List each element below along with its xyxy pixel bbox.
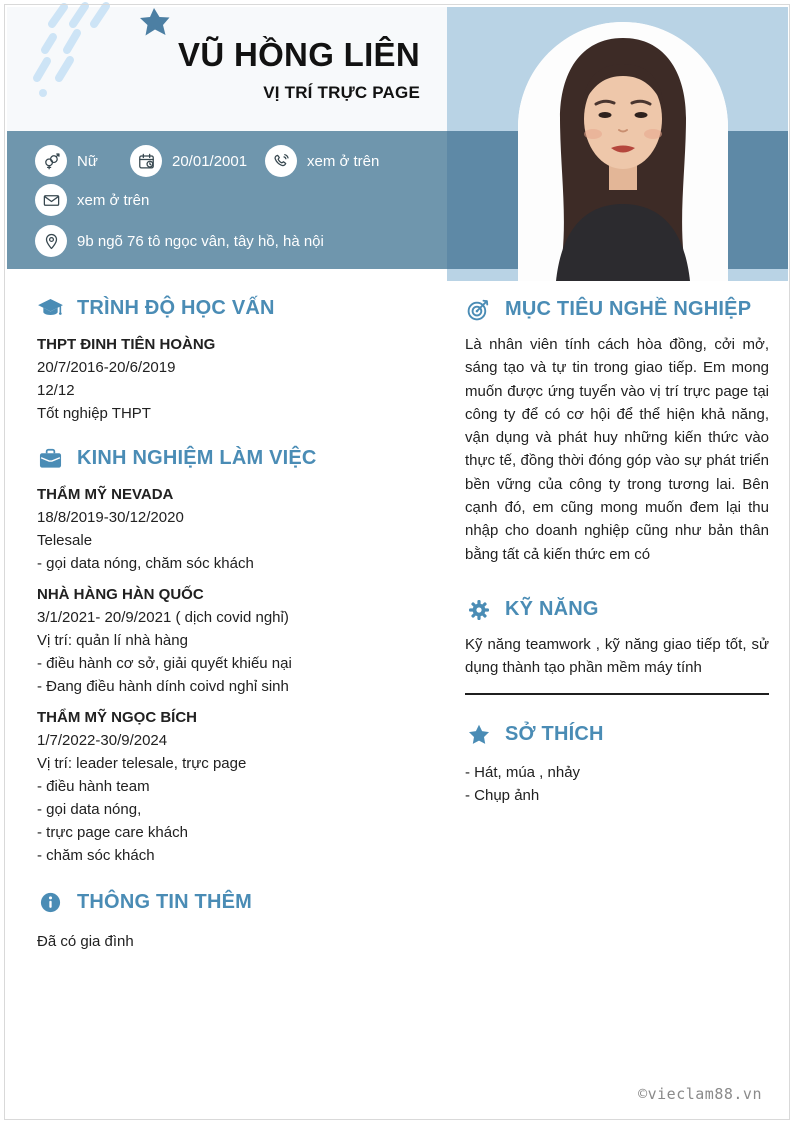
contact-dob: [130, 145, 247, 177]
address-value: 9b ngõ 76 tô ngọc vân, tây hồ, hà nội: [77, 232, 324, 250]
gender-icon: [35, 145, 67, 177]
section-objective-title: MỤC TIÊU NGHỀ NGHIỆP: [505, 298, 752, 320]
candidate-name: VŨ HỒNG LIÊN: [178, 36, 420, 73]
experience-line: - gọi data nóng, chăm sóc khách: [37, 555, 254, 572]
watermark-credit: ©vieclam88.vn: [638, 1085, 762, 1103]
experience-line: Telesale: [37, 532, 93, 549]
mail-icon: [35, 184, 67, 216]
experience-line: - gọi data nóng,: [37, 801, 142, 818]
experience-entry: [37, 706, 422, 867]
education-grade: 12/12: [37, 382, 75, 399]
target-icon: [465, 297, 492, 322]
experience-line: Vị trí: leader telesale, trực page: [37, 755, 247, 772]
info-icon: [37, 891, 64, 914]
contact-email: [35, 184, 149, 216]
company-name: NHÀ HÀNG HÀN QUỐC: [37, 586, 204, 603]
email-value: xem ở trên: [77, 191, 150, 209]
star-decoration: [140, 8, 170, 36]
profile-photo: [518, 22, 728, 281]
contact-address: [35, 225, 324, 257]
section-education-title: TRÌNH ĐỘ HỌC VẤN: [77, 297, 275, 319]
experience-line: - chăm sóc khách: [37, 847, 155, 864]
experience-line: Vị trí: quản lí nhà hàng: [37, 632, 188, 649]
hobby-line: - Hát, múa , nhảy: [465, 763, 581, 781]
star-icon: [465, 723, 492, 747]
school-name: THPT ĐINH TIÊN HOÀNG: [37, 336, 216, 353]
section-skills-header: [465, 598, 769, 622]
experience-line: 3/1/2021- 20/9/2021 ( dịch covid nghỉ): [37, 609, 289, 626]
experience-line: 1/7/2022-30/9/2024: [37, 732, 168, 749]
hobby-line: - Chụp ảnh: [465, 786, 540, 804]
skills-paragraph: Kỹ năng teamwork , kỹ năng giao tiếp tốt, sử dụng thành tạo phần mềm máy tính: [465, 635, 769, 677]
education-result: Tốt nghiệp THPT: [37, 405, 151, 422]
dot-decoration: [39, 89, 47, 97]
location-icon: [35, 225, 67, 257]
education-entry: [37, 333, 422, 425]
rain-dashes-decoration: [37, 6, 106, 78]
dob-value: 20/01/2001: [172, 152, 248, 170]
experience-line: 18/8/2019-30/12/2020: [37, 509, 184, 526]
experience-line: - điều hành team: [37, 778, 150, 795]
left-column: [37, 297, 422, 953]
experience-line: - Đang điều hành dính coivd nghỉ sinh: [37, 678, 289, 695]
experience-entry: [37, 583, 422, 698]
additional-info-line: Đã có gia đình: [37, 933, 134, 950]
objective-paragraph: Là nhân viên tính cách hòa đồng, cởi mở, sáng tạo và tự tin trong giao tiếp. Em mong muốn được ứng tuyển vào vị trí trực page tại công ty để có cơ hội để thể hiện khả năng, vận dụng và phát huy những kiến thức vào thực tế, đồng thời đóng góp vào sự phát triển bền vững của công ty trong tương lai. Bên cạnh đó, em cũng mong muốn đem lại thu nhập cho doanh nghiệp cũng như bản thân bằng tất cả kiến thức em có: [465, 336, 769, 563]
education-dates: 20/7/2016-20/6/2019: [37, 359, 176, 376]
company-name: THẨM MỸ NGỌC BÍCH: [37, 709, 197, 726]
section-hobbies-header: [465, 723, 769, 747]
phone-icon: [265, 145, 297, 177]
portrait-illustration: [518, 22, 728, 281]
experience-entry: [37, 483, 422, 575]
section-additional-header: [37, 891, 422, 914]
contact-phone: [265, 145, 379, 177]
skills-divider: [465, 693, 769, 695]
company-name: THẨM MỸ NEVADA: [37, 486, 174, 503]
gear-icon: [465, 598, 492, 622]
gender-value: Nữ: [77, 152, 98, 170]
section-education-header: [37, 297, 422, 320]
experience-line: - điều hành cơ sở, giải quyết khiếu nại: [37, 655, 292, 672]
section-objective-header: [465, 297, 769, 322]
section-additional-title: THÔNG TIN THÊM: [77, 891, 253, 913]
phone-value: xem ở trên: [307, 152, 380, 170]
briefcase-icon: [37, 447, 64, 470]
job-title: VỊ TRÍ TRỰC PAGE: [263, 83, 420, 102]
contact-gender: [35, 145, 98, 177]
section-skills-title: KỸ NĂNG: [505, 598, 599, 621]
calendar-icon: [130, 145, 162, 177]
right-column: [465, 297, 769, 807]
experience-line: - trực page care khách: [37, 824, 188, 841]
section-experience-header: [37, 447, 422, 470]
graduation-cap-icon: [37, 298, 64, 319]
section-experience-title: KINH NGHIỆM LÀM VIỆC: [77, 447, 317, 469]
header-name-block: [100, 36, 420, 103]
section-hobbies-title: SỞ THÍCH: [505, 723, 604, 746]
